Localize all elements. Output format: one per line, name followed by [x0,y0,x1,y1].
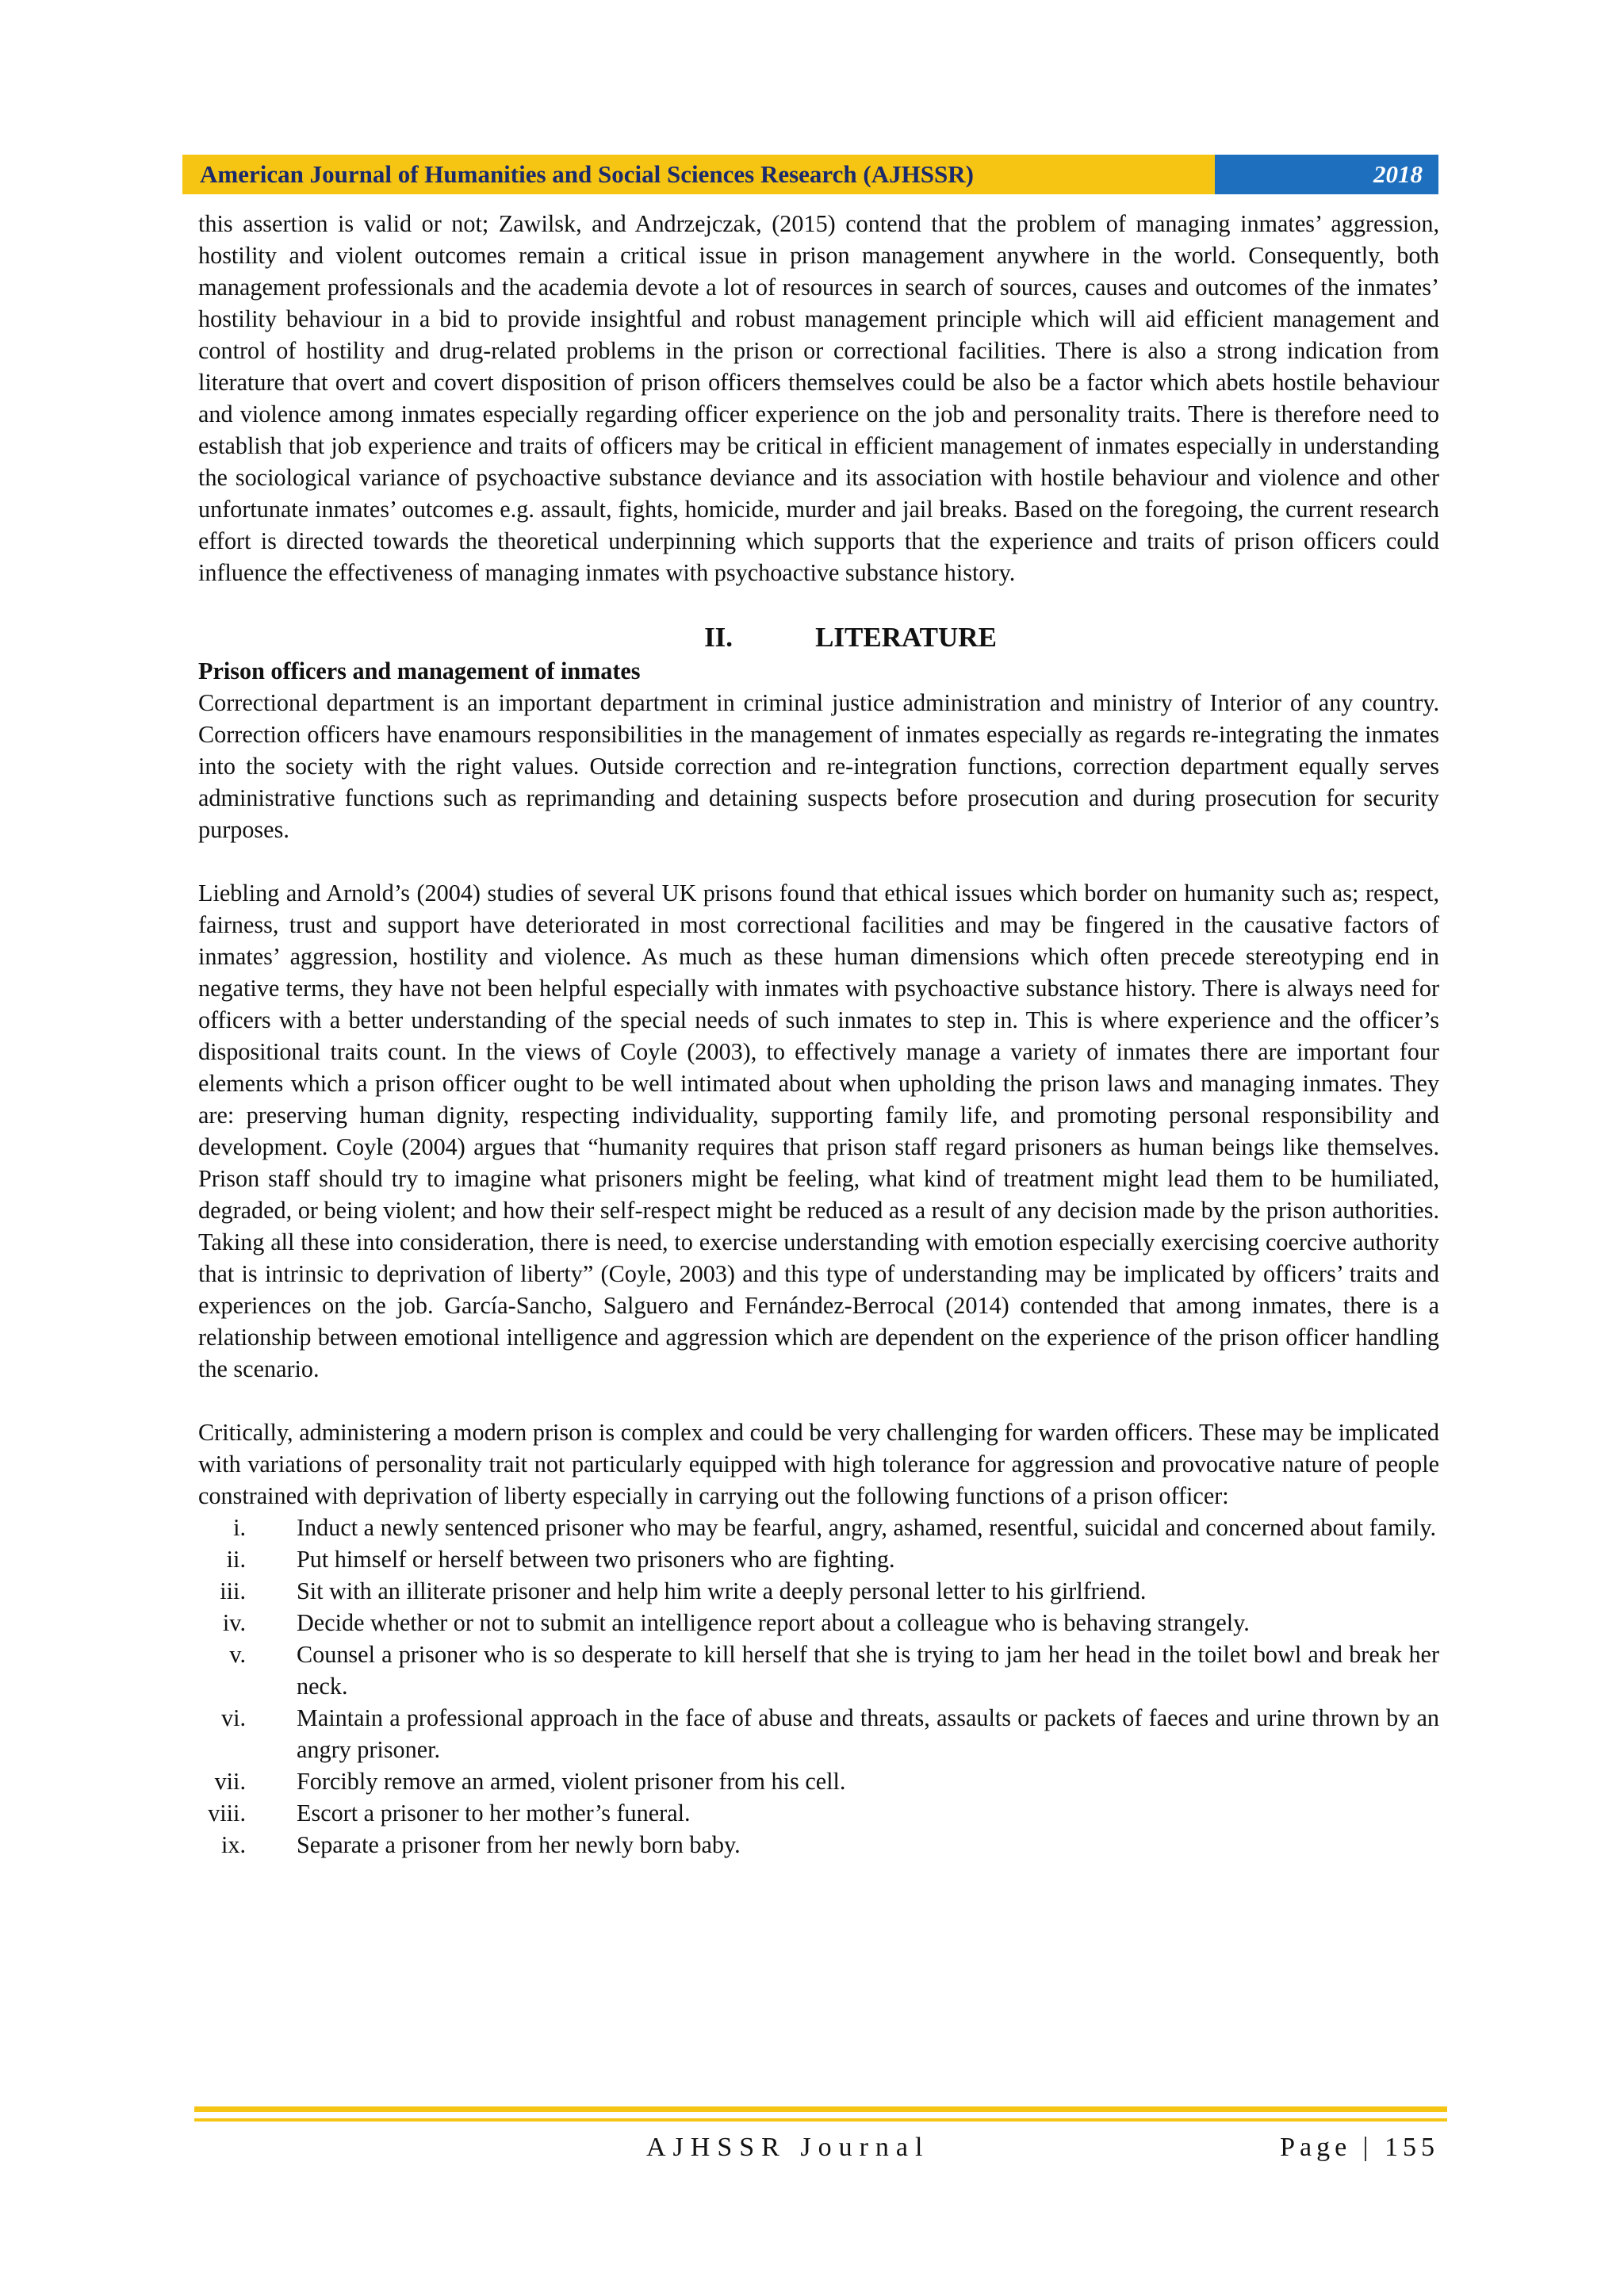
subsection-title: Prison officers and management of inmates [198,657,641,684]
functions-list [198,1512,1439,1861]
footer-rule [194,2106,1447,2112]
list-number: v. [229,1641,246,1668]
list-text: Maintain a professional approach in the face of abuse and threats, assaults or packets of faeces and urine thrown by an angry prisoner. [297,1704,1439,1763]
list-number: iv. [222,1609,246,1636]
list-text: Decide whether or not to submit an intelligence report about a colleague who is behaving strangely. [297,1609,1250,1636]
list-item [198,1829,1439,1861]
footer-journal-name: AJHSSR Journal [646,2133,930,2162]
article-body [198,208,1439,1861]
list-text: Counsel a prisoner who is so desperate to kill herself that she is trying to jam her head in the toilet bowl and break her neck. [297,1641,1439,1700]
list-text: Induct a newly sentenced prisoner who may be fearful, angry, ashamed, resentful, suicidal and concerned about family. [297,1514,1436,1541]
list-number: vii. [214,1768,246,1795]
list-text: Separate a prisoner from her newly born baby. [297,1831,741,1858]
list-item [198,1512,1439,1543]
page-number: Page | 155 [1280,2133,1439,2162]
section-title: LITERATURE [815,622,997,653]
list-item [198,1639,1439,1702]
list-text: Forcibly remove an armed, violent prisoner from his cell. [297,1768,846,1795]
list-number: viii. [208,1800,246,1826]
paragraph: Correctional department is an important department in criminal justice administration and ministry of Interior of any country. Correction officers have enamours responsibilities in the management of inmates especially as regards re-integrating the inmates into the society with the right values. Outside correction and re-integration functions, correction department equally serves administrative functions such as reprimanding and detaining suspects before prosecution and during prosecution for security purposes. [198,689,1439,843]
list-number: vi. [220,1704,246,1731]
section-heading [198,620,1439,655]
footer-rule [194,2118,1447,2122]
list-item [198,1765,1439,1797]
list-number: ix. [220,1831,246,1858]
list-item [198,1543,1439,1575]
list-item [198,1702,1439,1765]
list-number: iii. [220,1577,246,1604]
list-item [198,1575,1439,1607]
paragraph: Critically, administering a modern prison is complex and could be very challenging for warden officers. These may be implicated with variations of personality trait not particularly equipped with high tolerance for aggression and provocative nature of people constrained with deprivation of liberty especially in carrying out the following functions of a prison officer: [198,1419,1439,1509]
intro-paragraph: this assertion is valid or not; Zawilsk, and Andrzejczak, (2015) contend that the problem of managing inmates’ aggression, hostility and violent outcomes remain a critical issue in prison management anywhere in the world. Consequently, both management professionals and the academia devote a lot of resources in search of sources, causes and outcomes of the inmates’ hostility behaviour in a bid to provide insightful and robust management principle which will aid efficient management and control of hostility and drug-related problems in the prison or correctional facilities. There is also a strong indication from literature that overt and covert disposition of prison officers themselves could be also be a factor which abets hostile behaviour and violence among inmates especially regarding officer experience on the job and personality traits. There is therefore need to establish that job experience and traits of officers may be critical in efficient management of inmates especially in understanding the sociological variance of psychoactive substance deviance and its association with hostile behaviour and violence and other unfortunate inmates’ outcomes e.g. assault, fights, homicide, murder and jail breaks. Based on the foregoing, the current research effort is directed towards the theoretical underpinning which supports that the experience and traits of prison officers could influence the effectiveness of managing inmates with psychoactive substance history. [198,210,1439,586]
list-item [198,1607,1439,1639]
list-number: i. [233,1514,246,1541]
list-text: Put himself or herself between two prisoners who are fighting. [297,1546,895,1573]
section-number: II. [704,622,733,653]
journal-title: American Journal of Humanities and Social Sciences Research (AJHSSR) [182,155,1215,194]
paragraph: Liebling and Arnold’s (2004) studies of several UK prisons found that ethical issues which border on humanity such as; respect, fairness, trust and support have deteriorated in most correctional facilities and may be fingered in the causative factors of inmates’ aggression, hostility and violence. As much as these human dimensions which often precede stereotyping end in negative terms, they have not been helpful especially with inmates with psychoactive substance history. There is always need for officers with a better understanding of the special needs of such inmates to step in. This is where experience and the officer’s dispositional traits count. In the views of Coyle (2003), to effectively manage a variety of inmates there are important four elements which a prison officer ought to be well intimated about when upholding the prison laws and managing inmates. They are: preserving human dignity, respecting individuality, supporting family life, and promoting personal responsibility and development. Coyle (2004) argues that “humanity requires that prison staff regard prisoners as human beings like themselves. Prison staff should try to imagine what prisoners might be feeling, what kind of treatment might lead them to be humiliated, degraded, or being violent; and how their self-respect might be reduced as a result of any decision made by the prison authorities. Taking all these into consideration, there is need, to exercise understanding with emotion especially exercising coercive authority that is intrinsic to deprivation of liberty” (Coyle, 2003) and this type of understanding may be implicated by officers’ traits and experiences on the job. García-Sancho, Salguero and Fernández-Berrocal (2014) contended that among inmates, there is a relationship between emotional intelligence and aggression which are dependent on the experience of the prison officer handling the scenario. [198,880,1439,1382]
list-item [198,1797,1439,1829]
page-footer [194,2130,1439,2165]
list-text: Sit with an illiterate prisoner and help him write a deeply personal letter to his girlfriend. [297,1577,1147,1604]
list-number: ii. [226,1546,246,1573]
journal-header [182,155,1438,194]
publication-year: 2018 [1215,155,1438,194]
list-text: Escort a prisoner to her mother’s funeral. [297,1800,691,1826]
